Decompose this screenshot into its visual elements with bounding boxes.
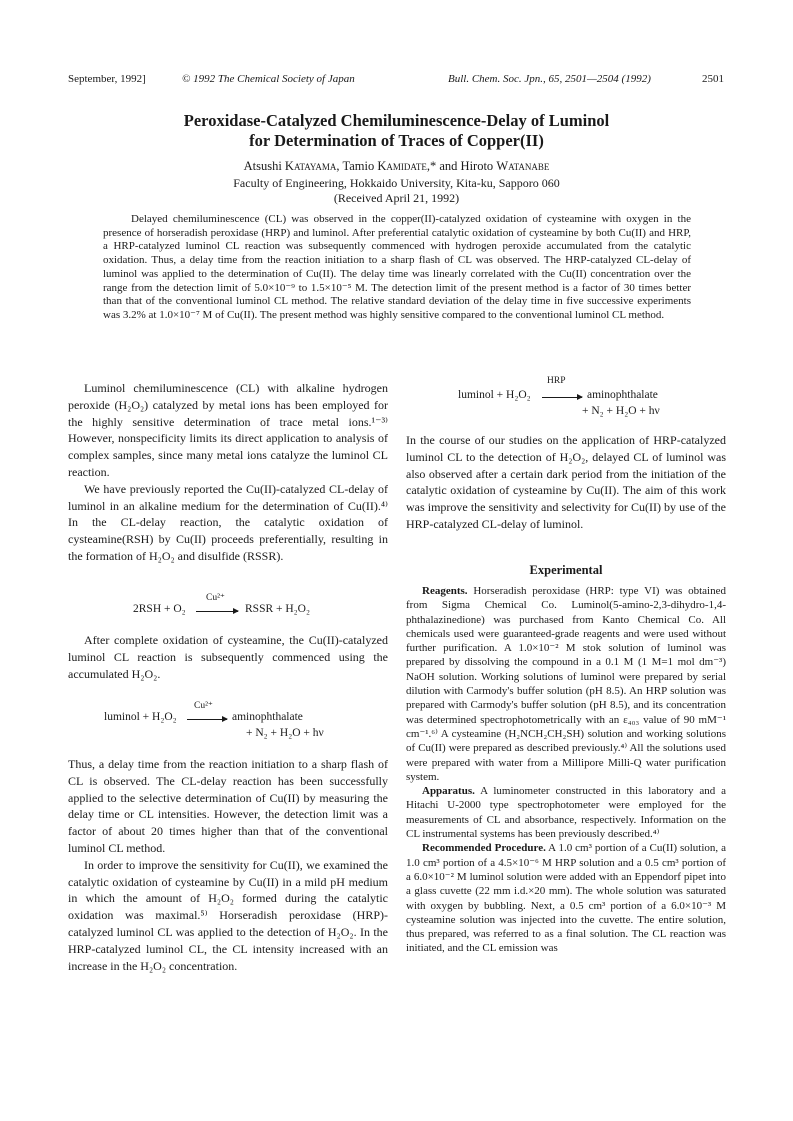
procedure-paragraph	[406, 841, 726, 955]
affiliation-address: Faculty of Engineering, Hokkaido University, Kita-ku, Sapporo 060	[233, 176, 560, 190]
eq2-arrow	[187, 719, 227, 720]
equation-1	[133, 593, 393, 625]
author-separator-2: ,* and	[426, 159, 461, 173]
eq3-reactants: luminol + H₂O₂	[458, 389, 531, 401]
eq3-catalyst: HRP	[547, 376, 566, 386]
intro-paragraph-2: We have previously reported the Cu(II)-catalyzed CL-delay of luminol in an alkaline medium for the determination of Cu(II).⁴⁾ In the CL-delay reaction, the catalytic oxidation of cysteamine(RSH) by Cu(II) proceeds preferentially, resulting in the formation of H₂O₂ and disulfide (RSSR).	[68, 481, 388, 563]
eq2-catalyst: Cu²⁺	[194, 701, 213, 711]
author-2-last: Kamidate	[377, 159, 427, 173]
apparatus-paragraph	[406, 784, 726, 841]
author-list	[90, 159, 703, 174]
header-date: September, 1992]	[68, 73, 146, 85]
author-separator-1: ,	[336, 159, 343, 173]
intro-paragraph-5: In order to improve the sensitivity for Cu(II), we examined the catalytic oxidation of cysteamine by Cu(II) in a mild pH medium in which the amount of H₂O₂ formed during the catalytic oxidation was maximal.⁵⁾ Horseradish peroxidase (HRP)-catalyzed luminol CL was applied to the detection of H₂O₂. In the HRP-catalyzed luminol CL, the CL intensity increased with an increase in the H₂O₂ concentration.	[68, 857, 388, 973]
eq2-reactants: luminol + H₂O₂	[104, 711, 177, 723]
left-col-block-2	[68, 632, 388, 682]
received-date: (Received April 21, 1992)	[333, 191, 460, 205]
header-page-number: 2501	[702, 73, 724, 85]
intro-paragraph-3: After complete oxidation of cysteamine, the Cu(II)-catalyzed luminol CL reaction is subsequently commenced using the accumulated H₂O₂.	[68, 633, 388, 681]
eq3-product-1: aminophthalate	[587, 389, 658, 401]
intro-paragraph-6: In the course of our studies on the application of HRP-catalyzed luminol CL to the detection of H₂O₂, delayed CL of luminol was also observed after a certain dark period from the initiation of the catalytic oxidation of cysteamine by Cu(II). The aim of this work was improve the sensitivity and selectivity for Cu(II) by use of the HRP-catalyzed CL-delay of luminol.	[406, 433, 726, 531]
eq3-arrow	[542, 397, 582, 398]
intro-paragraph-1: Luminol chemiluminescence (CL) with alkaline hydrogen peroxide (H₂O₂) catalyzed by metal ions has been employed for the highly sensitive determination of trace metal ions.¹⁻³⁾ However, nonspecificity limits its direct application to analysis of complex samples, since many metal ions catalyze the luminol CL reaction.	[68, 381, 388, 479]
title-line-1: Peroxidase-Catalyzed Chemiluminescence-Delay of Luminol	[183, 111, 610, 130]
experimental-section	[406, 584, 726, 956]
eq1-arrow	[196, 611, 238, 612]
reagents-paragraph	[406, 584, 726, 784]
equation-2	[104, 701, 394, 747]
eq1-reactants: 2RSH + O₂	[133, 603, 186, 615]
eq1-products: RSSR + H₂O₂	[245, 603, 310, 615]
procedure-heading: Recommended Procedure.	[422, 842, 546, 855]
apparatus-text: A luminometer constructed in this laboratory and a Hitachi U-2000 type spectrophotometer were employed for the measurements of CL and absorbance, respectively. Information on the CL instrumental systems has been previously described.⁴⁾	[406, 785, 726, 841]
eq1-catalyst: Cu²⁺	[206, 593, 225, 603]
procedure-text: A 1.0 cm³ portion of a Cu(II) solution, a 1.0 cm³ portion of a 4.5×10⁻⁶ M HRP solution and a 0.5 cm³ portion of a 6.0×10⁻² M luminol solution were added with an Eppendorf pipet into a glass cuvette (22 mm i.d.×20 mm). The whole solution was saturated with oxygen by bubbling. Next, a 0.5 cm³ portion of a 6.0×10⁻³ M cysteamine solution was injected into the cuvette. The entire solution, thus prepared, was referred to as a final solution. The CL reaction was initiated, and the CL emission was	[406, 842, 727, 955]
author-2-first: Tamio	[342, 159, 378, 173]
affiliation	[90, 176, 703, 206]
author-1-first: Atsushi	[243, 159, 285, 173]
intro-paragraph-4: Thus, a delay time from the reaction initiation to a sharp flash of CL is observed. The CL-delay reaction has been successfully applied to the selective determination of Cu(II) by measuring the delay time or CL intensities. However, the detection limit was a factor of about 20 times higher than that of the conventional luminol CL method.	[68, 757, 388, 855]
equation-3	[458, 376, 728, 425]
title-line-2: for Determination of Traces of Copper(II)	[249, 131, 544, 150]
paper-title	[90, 111, 703, 151]
author-1-last: Katayama	[284, 159, 337, 173]
eq2-products-2: + N₂ + H₂O + hν	[246, 727, 324, 739]
left-col-block-3	[68, 756, 388, 974]
author-3-first: Hiroto	[460, 159, 497, 173]
author-3-last: Watanabe	[496, 159, 550, 173]
abstract: Delayed chemiluminescence (CL) was observed in the copper(II)-catalyzed oxidation of cysteamine with oxygen in the presence of horseradish peroxidase (HRP) and luminol. After preferential catalytic oxidation of cysteamine by both Cu(II) and HRP, a HRP-catalyzed luminol CL reaction was subsequently commenced with hydrogen peroxide accumulated from the catalytic oxidation. Thus, a delay time from the reaction initiation to a sharp flash of CL was observed. The HRP-catalyzed CL-delay of luminol was applied to the determination of Cu(II). The delay time was linearly correlated with the Cu(II) concentration over the range from the detection limit of 5.0×10⁻⁹ to 1.5×10⁻⁵ M. The detection limit of the present method is a factor of 30 times better than that of the conventional luminol CL method. The relative standard deviation of the delay time in five successive experiments was 3.2% at 1.0×10⁻⁷ M of Cu(II). The present method was highly sensitive compared to the conventional luminol CL method.	[103, 213, 691, 321]
reagents-heading: Reagents.	[422, 585, 468, 597]
eq3-products-2: + N₂ + H₂O + hν	[582, 405, 660, 417]
header-journal: Bull. Chem. Soc. Jpn., 65, 2501—2504 (1992)	[448, 73, 651, 85]
right-col-intro	[406, 432, 726, 533]
reagents-text: Horseradish peroxidase (HRP: type VI) was obtained from Sigma Chemical Co. Luminol(5-amino-2,3-dihydro-1,4-phthalazinedione) was purchased from Kanto Chemical Co. All chemicals used were guaranteed-grade reagents and were used without further purification. A 1.0×10⁻² M stok solution of luminol was prepared by dissolving the compound in a 0.1 M (1 M=1 mol dm⁻³) NaOH solution. Working solutions of luminol were prepared by serial dilution with Carmody's buffer solution (pH 8.5). An HRP solution was prepared with Carmody's buffer solution (pH 8.5), and its concentration was determined spectrophotometrically with an ε₄₀₃ value of 90 mM⁻¹ cm⁻¹.⁶⁾ A cysteamine (H₂NCH₂CH₂SH) solution and working solutions of Cu(II) were prepared as described previously.⁴⁾ All the solutions used were prepared with water from a Millipore Milli-Q water purification system.	[406, 585, 726, 783]
apparatus-heading: Apparatus.	[422, 785, 475, 798]
left-col-block-1	[68, 380, 388, 565]
section-title-experimental: Experimental	[529, 563, 603, 577]
header-copyright: © 1992 The Chemical Society of Japan	[182, 73, 355, 85]
eq2-product-1: aminophthalate	[232, 711, 303, 723]
